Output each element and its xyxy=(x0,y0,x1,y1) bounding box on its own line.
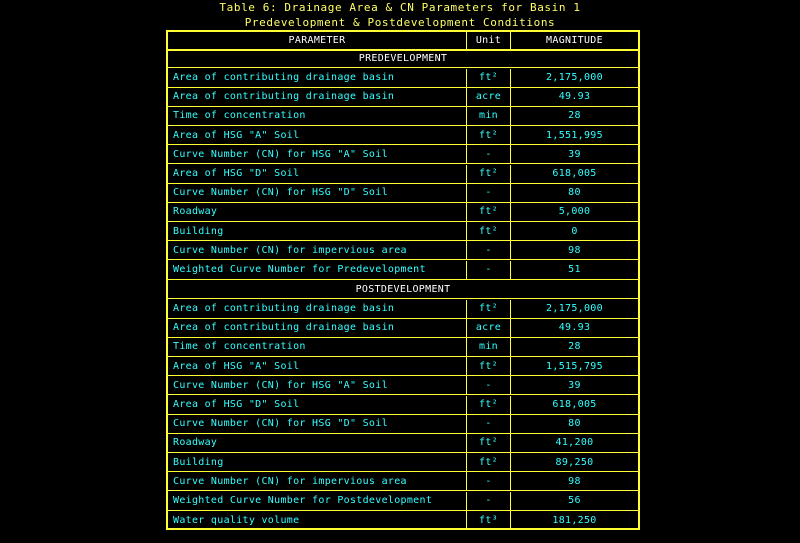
unit-cell: ft² xyxy=(466,453,510,471)
magnitude-cell: 618,005 xyxy=(510,165,638,183)
param-cell: Time of concentration xyxy=(173,110,306,122)
unit-cell: - xyxy=(466,184,510,202)
param-cell: Building xyxy=(173,225,224,237)
magnitude-cell: 98 xyxy=(510,472,638,490)
section-postdevelopment xyxy=(168,280,638,299)
table-row xyxy=(168,453,638,472)
magnitude-cell: 89,250 xyxy=(510,453,638,471)
magnitude-cell: 98 xyxy=(510,241,638,259)
table-row xyxy=(168,126,638,145)
table-row xyxy=(168,434,638,453)
table-row xyxy=(168,300,638,319)
unit-cell: ft² xyxy=(466,165,510,183)
magnitude-cell: 39 xyxy=(510,145,638,163)
param-cell: Curve Number (CN) for HSG "A" Soil xyxy=(173,148,388,160)
unit-cell: - xyxy=(466,415,510,433)
magnitude-cell: 0 xyxy=(510,222,638,240)
unit-cell: acre xyxy=(466,319,510,337)
param-cell: Area of HSG "A" Soil xyxy=(173,360,300,372)
table-row xyxy=(168,396,638,415)
magnitude-cell: 28 xyxy=(510,107,638,125)
unit-cell: - xyxy=(466,261,510,279)
param-cell: Area of contributing drainage basin xyxy=(173,303,395,315)
magnitude-cell: 1,551,995 xyxy=(510,126,638,144)
table-row xyxy=(168,472,638,491)
param-cell: Building xyxy=(173,456,224,468)
table-row xyxy=(168,357,638,376)
param-cell: Curve Number (CN) for impervious area xyxy=(173,244,407,256)
magnitude-cell: 49.93 xyxy=(510,88,638,106)
header-parameter: PARAMETER xyxy=(288,35,346,47)
param-cell: Area of HSG "A" Soil xyxy=(173,129,300,141)
table-row xyxy=(168,69,638,88)
param-cell: Water quality volume xyxy=(173,514,300,526)
param-cell: Area of contributing drainage basin xyxy=(173,91,395,103)
section-label: POSTDEVELOPMENT xyxy=(355,283,451,295)
unit-cell: - xyxy=(466,492,510,510)
table-row xyxy=(168,241,638,260)
magnitude-cell: 28 xyxy=(510,338,638,356)
section-predevelopment xyxy=(168,49,638,68)
table-title: Table 6: Drainage Area & CN Parameters for Basin 1 xyxy=(219,1,581,14)
header-unit: Unit xyxy=(466,32,510,49)
table-row xyxy=(168,145,638,164)
unit-cell: - xyxy=(466,376,510,394)
param-cell: Curve Number (CN) for HSG "D" Soil xyxy=(173,187,388,199)
unit-cell: ft² xyxy=(466,222,510,240)
unit-cell: ft² xyxy=(466,69,510,87)
section-label: PREDEVELOPMENT xyxy=(358,52,448,64)
magnitude-cell: 5,000 xyxy=(510,203,638,221)
table-row xyxy=(168,203,638,222)
param-cell: Time of concentration xyxy=(173,341,306,353)
magnitude-cell: 51 xyxy=(510,261,638,279)
table-row xyxy=(168,107,638,126)
table-row xyxy=(168,338,638,357)
param-cell: Area of HSG "D" Soil xyxy=(173,399,300,411)
unit-cell: ft³ xyxy=(466,511,510,530)
param-cell: Curve Number (CN) for HSG "A" Soil xyxy=(173,379,388,391)
param-cell: Area of contributing drainage basin xyxy=(173,72,395,84)
magnitude-cell: 2,175,000 xyxy=(510,69,638,87)
table-row xyxy=(168,376,638,395)
magnitude-cell: 49.93 xyxy=(510,319,638,337)
magnitude-cell: 80 xyxy=(510,184,638,202)
unit-cell: min xyxy=(466,107,510,125)
table-row xyxy=(168,319,638,338)
param-cell: Curve Number (CN) for impervious area xyxy=(173,475,407,487)
table-subtitle: Predevelopment & Postdevelopment Conditions xyxy=(244,16,556,29)
unit-cell: - xyxy=(466,145,510,163)
table-row xyxy=(168,222,638,241)
unit-cell: - xyxy=(466,472,510,490)
param-cell: Area of HSG "D" Soil xyxy=(173,168,300,180)
parameters-table xyxy=(166,30,640,530)
magnitude-cell: 2,175,000 xyxy=(510,300,638,318)
param-cell: Area of contributing drainage basin xyxy=(173,322,395,334)
magnitude-cell: 181,250 xyxy=(510,511,638,530)
param-cell: Weighted Curve Number for Postdevelopment xyxy=(173,495,433,507)
table-row xyxy=(168,165,638,184)
magnitude-cell: 80 xyxy=(510,415,638,433)
unit-cell: - xyxy=(466,241,510,259)
magnitude-cell: 56 xyxy=(510,492,638,510)
table-row xyxy=(168,492,638,511)
unit-cell: acre xyxy=(466,88,510,106)
unit-cell: min xyxy=(466,338,510,356)
magnitude-cell: 618,005 xyxy=(510,396,638,414)
param-cell: Weighted Curve Number for Predevelopment xyxy=(173,264,426,276)
table-row xyxy=(168,184,638,203)
magnitude-cell: 39 xyxy=(510,376,638,394)
table-row xyxy=(168,88,638,107)
unit-cell: ft² xyxy=(466,357,510,375)
unit-cell: ft² xyxy=(466,434,510,452)
param-cell: Roadway xyxy=(173,206,218,218)
table-row xyxy=(168,261,638,280)
table-row xyxy=(168,511,638,530)
table-row xyxy=(168,415,638,434)
unit-cell: ft² xyxy=(466,126,510,144)
magnitude-cell: 1,515,795 xyxy=(510,357,638,375)
magnitude-cell: 41,200 xyxy=(510,434,638,452)
unit-cell: ft² xyxy=(466,300,510,318)
param-cell: Roadway xyxy=(173,437,218,449)
param-cell: Curve Number (CN) for HSG "D" Soil xyxy=(173,418,388,430)
unit-cell: ft² xyxy=(466,203,510,221)
header-magnitude: MAGNITUDE xyxy=(510,32,638,49)
unit-cell: ft² xyxy=(466,396,510,414)
